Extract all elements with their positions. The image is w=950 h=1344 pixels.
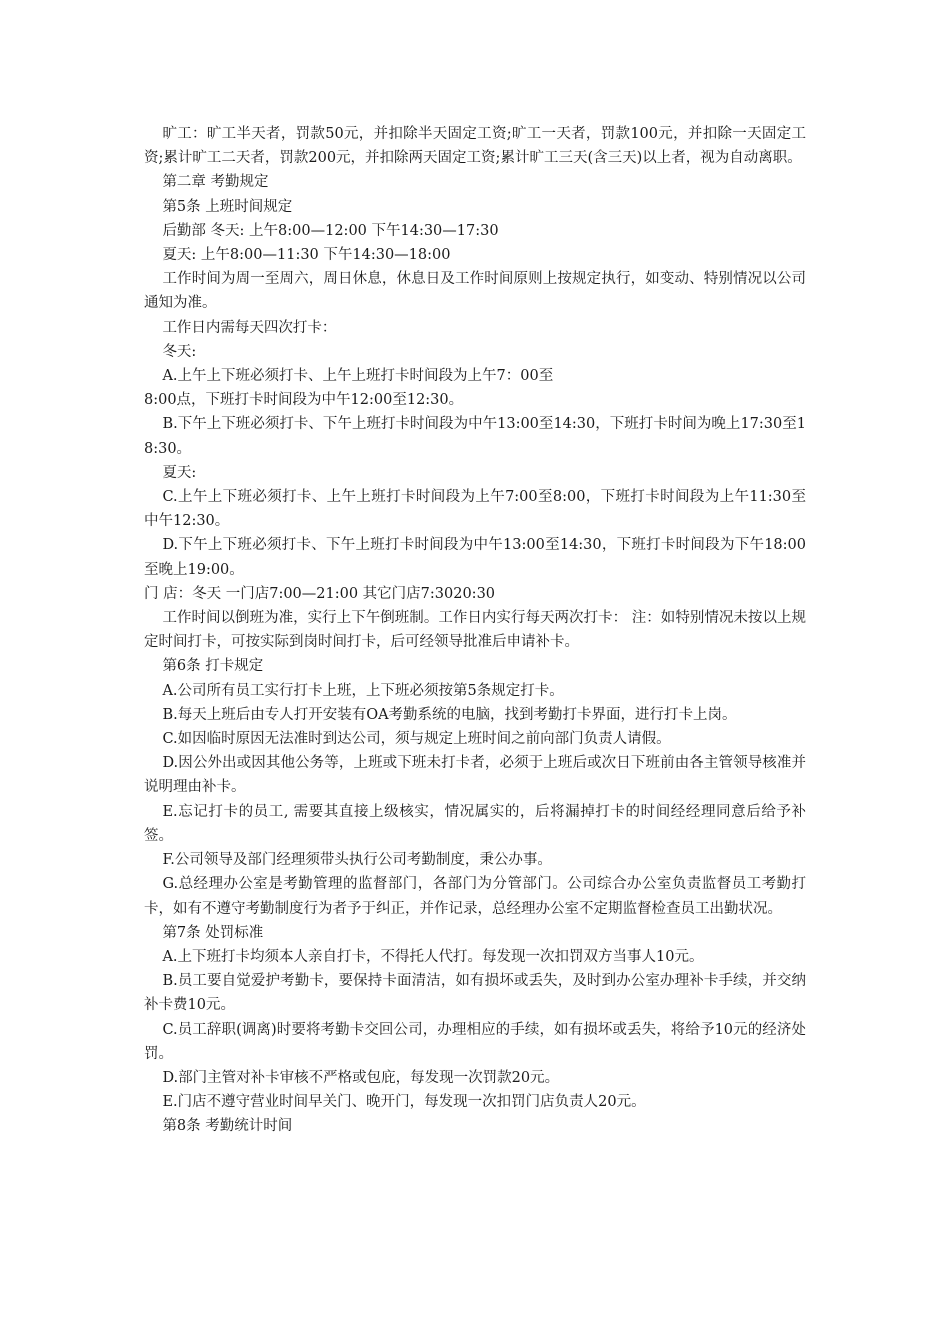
article-heading: 第7条 处罚标准 xyxy=(162,924,264,941)
paragraph: G.总经理办公室是考勤管理的监督部门，各部门为分管部门。公司综合办公室负责监督员工考勤打卡，如有不遵守考勤制度行为者予于纠正，并作记录，总经理办公室不定期监督检查员工出勤状况。 xyxy=(144,876,806,917)
article-heading: 第6条 打卡规定 xyxy=(162,658,264,675)
paragraph: 工作时间以倒班为准，实行上下午倒班制。工作日内实行每天两次打卡： 注：如特别情况未按以上规定时间打卡，可按实际到岗时间打卡，后可经领导批准后申请补卡。 xyxy=(144,610,806,651)
paragraph: A.上下班打卡均须本人亲自打卡，不得托人代打。每发现一次扣罚双方当事人10元。 xyxy=(162,948,704,965)
paragraph: C.如因临时原因无法准时到达公司，须与规定上班时间之前向部门负责人请假。 xyxy=(162,731,671,748)
paragraph: 夏天: xyxy=(162,464,197,481)
paragraph: 工作日内需每天四次打卡： xyxy=(162,319,337,336)
paragraph: B.员工要自觉爱护考勤卡，要保持卡面清洁，如有损坏或丢失，及时到办公室办理补卡手续，并交纳补卡费10元。 xyxy=(144,973,806,1014)
paragraph: A.公司所有员工实行打卡上班，上下班必须按第5条规定打卡。 xyxy=(162,682,564,699)
paragraph: E.门店不遵守营业时间早关门、晚开门，每发现一次扣罚门店负责人20元。 xyxy=(162,1094,646,1111)
paragraph: D.部门主管对补卡审核不严格或包庇，每发现一次罚款20元。 xyxy=(162,1069,560,1086)
paragraph: 8:00点，下班打卡时间段为中午12:00至12:30。 xyxy=(144,392,464,409)
paragraph: 后勤部 冬天: 上午8:00—12:00 下午14:30—17:30 xyxy=(162,222,499,239)
paragraph: 冬天: xyxy=(162,343,197,360)
paragraph: D.因公外出或因其他公务等，上班或下班未打卡者，必须于上班后或次日下班前由各主管领导核准并说明理由补卡。 xyxy=(144,755,806,796)
paragraph: C.上午上下班必须打卡、上午上班打卡时间段为上午7:00至8:00，下班打卡时间段为上午11:30至中午12:30。 xyxy=(144,489,806,530)
paragraph: 门 店：冬天 一门店7:00—21:00 其它门店7:3020:30 xyxy=(144,585,496,602)
paragraph: D.下午上下班必须打卡、下午上班打卡时间段为中午13:00至14:30，下班打卡时间段为下午18:00至晚上19:00。 xyxy=(144,537,806,578)
article-heading: 第8条 考勤统计时间 xyxy=(162,1118,293,1135)
paragraph: 夏天: 上午8:00—11:30 下午14:30—18:00 xyxy=(162,247,451,264)
paragraph: B.每天上班后由专人打开安装有OA考勤系统的电脑，找到考勤打卡界面，进行打卡上岗。 xyxy=(162,706,737,723)
paragraph: A.上午上下班必须打卡、上午上班打卡时间段为上午7：00至 xyxy=(162,368,554,385)
document-body xyxy=(144,122,806,1139)
paragraph: E.忘记打卡的员工, 需要其直接上级核实，情况属实的，后将漏掉打卡的时间经经理同意后给予补签。 xyxy=(144,803,806,844)
paragraph: C.员工辞职(调离)时要将考勤卡交回公司，办理相应的手续，如有损坏或丢失，将给予10元的经济处罚。 xyxy=(144,1021,806,1062)
paragraph: B.下午上下班必须打卡、下午上班打卡时间段为中午13:00至14:30，下班打卡时间为晚上17:30至18:30。 xyxy=(144,416,806,457)
paragraph: F.公司领导及部门经理须带头执行公司考勤制度，秉公办事。 xyxy=(162,852,552,869)
paragraph: 工作时间为周一至周六，周日休息，休息日及工作时间原则上按规定执行，如变动、特别情况以公司通知为准。 xyxy=(144,271,806,312)
chapter-heading: 第二章 考勤规定 xyxy=(162,174,269,191)
article-heading: 第5条 上班时间规定 xyxy=(162,198,293,215)
paragraph-absenteeism: 旷工：旷工半天者，罚款50元，并扣除半天固定工资;旷工一天者，罚款100元，并扣除一天固定工资;累计旷工二天者，罚款200元，并扣除两天固定工资;累计旷工三天(含三天)以上者，视为自动离职。 xyxy=(144,126,806,167)
